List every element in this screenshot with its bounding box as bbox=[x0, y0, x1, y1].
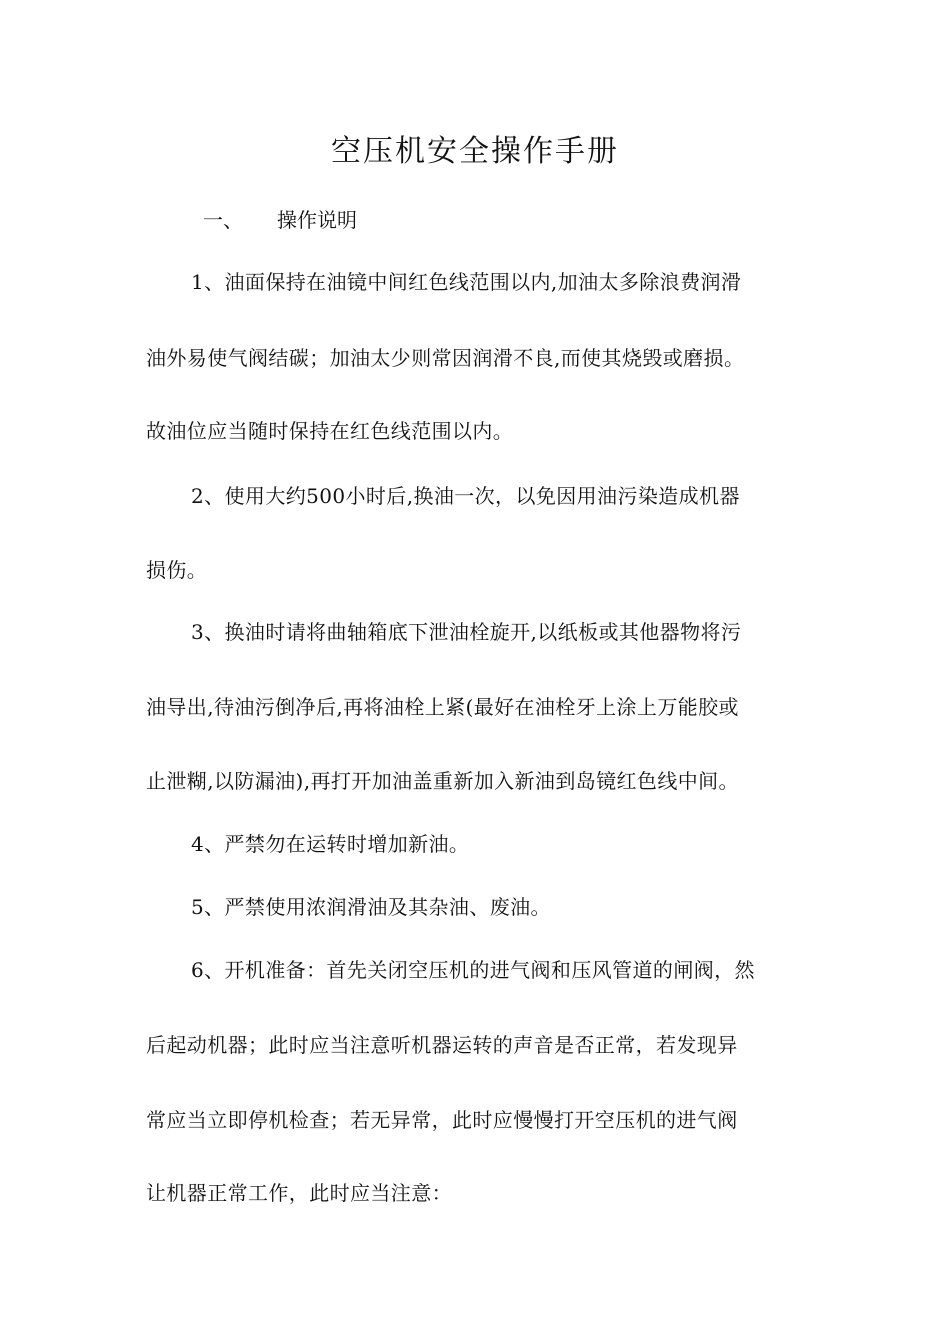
paragraph-line: 让机器正常工作，此时应当注意： bbox=[146, 1181, 452, 1205]
section-number: 一、 bbox=[203, 208, 243, 232]
paragraph-line: 后起动机器；此时应当注意听机器运转的声音是否正常，若发现异 bbox=[146, 1033, 738, 1057]
paragraph-line: 6、开机准备：首先关闭空压机的进气阀和压风管道的闸阀，然 bbox=[191, 958, 755, 982]
section-heading bbox=[203, 202, 357, 238]
paragraph-line: 5、严禁使用浓润滑油及其杂油、废油。 bbox=[191, 895, 551, 919]
paragraph-line: 4、严禁勿在运转时增加新油。 bbox=[191, 832, 470, 856]
paragraph-line: 故油位应当随时保持在红色线范围以内。 bbox=[146, 419, 514, 443]
paragraph-line: 止泄糊,以防漏油),再打开加油盖重新加入新油到岛镜红色线中间。 bbox=[146, 769, 739, 793]
paragraph-line: 3、换油时请将曲轴箱底下泄油栓旋开,以纸板或其他器物将污 bbox=[191, 620, 742, 644]
paragraph-line: 2、使用大约500小时后,换油一次，以免因用油污染造成机器 bbox=[191, 484, 740, 508]
paragraph-line: 油外易使气阀结碳；加油太少则常因润滑不良,而使其烧毁或磨损。 bbox=[146, 346, 745, 370]
paragraph-line: 1、油面保持在油镜中间红色线范围以内,加油太多除浪费润滑 bbox=[191, 270, 742, 294]
section-label: 操作说明 bbox=[277, 208, 357, 232]
paragraph-line: 油导出,待油污倒净后,再将油栓上紧(最好在油栓牙上涂上万能胶或 bbox=[146, 695, 739, 719]
page-title: 空压机安全操作手册 bbox=[331, 134, 619, 169]
paragraph-line: 损伤。 bbox=[146, 558, 208, 582]
paragraph-line: 常应当立即停机检查；若无异常，此时应慢慢打开空压机的进气阀 bbox=[146, 1108, 738, 1132]
